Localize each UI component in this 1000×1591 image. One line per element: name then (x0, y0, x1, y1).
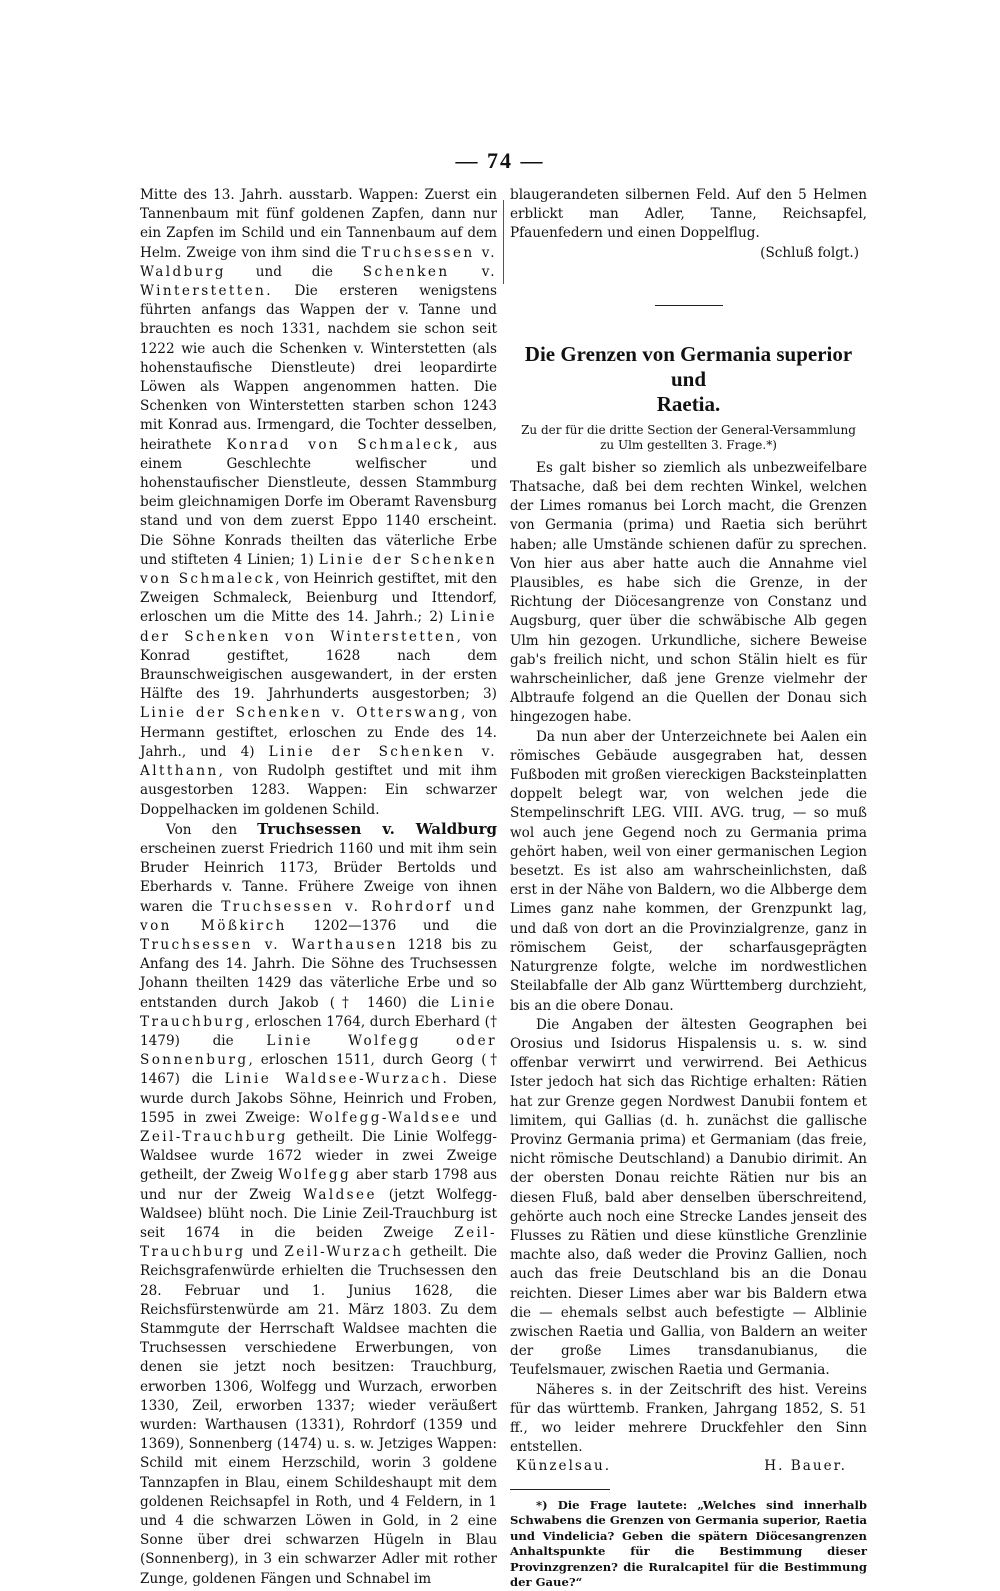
bold-heading-name: Truchsessen v. Waldburg (257, 819, 498, 838)
paragraph: blaugerandeten silbernen Feld. Auf den 5 Helmen erblickt man Adler, Tanne, Reichsapfel, Pfauenfedern und einen Doppelflug. (510, 187, 867, 242)
text-run: , von Rudolph gestiftet und mit ihm ausgestorben 1283. Wappen: Ein schwarzer Doppelhacken im goldenen Schild. (140, 763, 497, 818)
signature-line (510, 1457, 867, 1476)
text-run: , von Hermann gestiftet, erloschen zu Ende des 14. Jahrh., und 4) (140, 705, 497, 760)
spaced-name: Truchsessen v. Waldburg (140, 244, 497, 280)
left-column (140, 186, 497, 1589)
paragraph: Es galt bisher so ziemlich als unbezweifelbare Thatsache, daß bei dem rechten Winkel, welchen der Limes romanus bei Lorch macht, die Grenzen von Germania (prima) und Raetia sich berührt haben; alle Umstände schienen dafür zu sprechen. Von hier aus aber hatte auch die Annahme viel Plausibles, es habe sich die Grenze, in der Richtung der Diöcesangrenze von Constanz und Augsburg, quer über die schwäbische Alb gegen Ulm hin gezogen. Urkundliche, sichere Beweise gab's freilich nicht, und schon Stälin hielt es für wahrscheinlicher, daß jene Grenze vielmehr der Albtraufe folgend an die Quellen der Donau sich hingezogen habe. (510, 459, 867, 726)
to-be-continued-note: (Schluß folgt.) (760, 244, 859, 261)
spaced-name: Truchsessen v. Rohrdorf und von Mößkirch (140, 898, 497, 934)
text-run: 1202—1376 und die (286, 917, 497, 934)
article-title (510, 342, 867, 417)
text-run: . Diese wurde durch Jakobs Söhne, Heinrich und Froben, 1595 in zwei Zweige: (140, 1071, 497, 1126)
paragraph: Näheres s. in der Zeitschrift des hist. Vereins für das württemb. Franken, Jahrgang 1852, S. 51 ff., wo leider mehrere Druckfehler den Sinn entstellen. (510, 1381, 867, 1456)
paragraph: Da nun aber der Unterzeichnete bei Aalen ein römisches Gebäude ausgegraben hat, dessen Fußboden mit großen viereckigen Backsteinplatten doppelt belegt war, von welchen jede die Stempelinschrift LEG. VIII. AVG. trug, — so muß wol auch jene Gegend noch zu Germania prima gehört haben, weil von einer germanischen Legion besetzt. Es ist also am wahrscheinlichsten, daß erst in der Nähe von Baldern, wo die Albberge dem Limes ganz nahe kommen, der Grenzpunkt lag, und daß von dort an die Provinzialgrenze, ganz in römischem Geist, der scharfausgeprägten Naturgrenze folgte, welche im nordwestlichen Steilabfalle der Alb ganz Württemberg durchzieht, bis an die obere Donau. (510, 728, 867, 1014)
signature-place: Künzelsau. (516, 1458, 612, 1475)
text-run: , von Heinrich gestiftet, mit den Zweigen Schmaleck, Beienburg und Ittendorf, erloschen um die Mitte des 14. Jahrh.; 2) (140, 571, 497, 626)
spaced-name: Linie Trauchburg (140, 994, 497, 1030)
text-run: getheilt. Die Reichsgrafenwürde erhielten die Truchsessen den 28. Februar und 1. Junius 1628, die Reichsfürstenwürde am 21. März 1803. Zu dem Stammgute der Herrschaft Waldsee machten die Truchsessen verschiedene Erwerbungen, von denen sie jetzt noch besitzen: Trauchburg, erworben 1306, Wolfegg und Wurzach, erworben 1330, Zeil, erworben 1337; wieder veräußert wurden: Warthausen (1331), Rohrdorf (1359 und 1369), Sonnenberg (1474) u. s. w. Jetziges Wappen: Schild mit einem Herzschild, worin 3 goldene Tannzapfen in Blau, einem Schildeshaupt mit dem goldenen Reichsapfel in Roth, und 4 Feldern, in 1 und 4 die schwarzen Löwen in Gold, in 2 eine Sonne über drei schwarzen Hügeln in Blau (Sonnenberg), in 3 ein schwarzer Adler mit rother Zunge, goldenen Fängen und Schnabel im (140, 1244, 498, 1587)
title-part: und (670, 366, 707, 391)
spaced-name: Linie der Schenken v. Otterswang (140, 705, 462, 722)
article-subtitle: Zu der für die dritte Section der General-Versammlung zu Ulm gestellten 3. Frage.*) (521, 422, 856, 452)
text-run: und (461, 1109, 497, 1126)
spaced-name: Waldsee (303, 1186, 377, 1203)
text-run: , erloschen 1764, durch Eberhard († 1479) die (140, 1013, 497, 1049)
text-run: , erloschen 1511, durch Georg († 1467) die (140, 1052, 497, 1088)
spaced-name: Truchsessen v. Warthausen (140, 936, 399, 953)
spaced-name: Linie Waldsee-Wurzach (224, 1071, 443, 1088)
title-part: Germania superior (674, 341, 853, 366)
text-run: 1218 bis zu Anfang des 14. Jahrh. Die Söhne des Truchsessen Johann theilten 1429 das väterliche Erbe und so entstanden durch Jakob († 1460) die (140, 936, 497, 1011)
signature-name: H. Bauer. (764, 1458, 847, 1475)
text-run: getheilt. Die Linie Wolfegg-Waldsee wurde 1672 wieder in zwei Zweige getheilt, der Zweig (140, 1128, 497, 1184)
spaced-name: Linie Wolfegg oder Sonnenburg (140, 1032, 497, 1069)
text-run: und (245, 1244, 285, 1261)
text-run: Mitte des 13. Jahrh. ausstarb. Wappen: Zuerst ein Tannenbaum mit fünf goldenen Zapfen, dann nur ein Zapfen im Schild und ein Tannenbaum auf dem Helm. Zweige von ihm sind die (140, 187, 497, 261)
paragraph (140, 820, 497, 1589)
spaced-name: Wolfegg (278, 1167, 352, 1184)
text-run: Von den (166, 821, 258, 838)
title-part: Raetia. (656, 391, 721, 416)
right-column (510, 186, 867, 1591)
paragraph: Die Angaben der ältesten Geographen bei Orosius und Isidorus Hispalensis u. s. w. sind offenbar verwirrt und verwirrend. Bei Aethicus Ister jedoch hat sich das Richtige erhalten: Rätien hat zur Grenze gegen Nordwest Danubii fontem et limitem, qui Gallias (d. h. zunächst die gallische Provinz Germania prima) et Germaniam (das freie, nicht römische Deutschland) a Danubio dirimit. An der obersten Donau reichte Rätien nur bis an diesen Fluß, bald aber denselben überschreitend, gehörte auch noch eine Strecke Landes jenseit des Flusses zu Rätien und diese künstliche Grenzlinie machte also, daß weder die Provinz Gallien, noch auch das freie Deutschland bis an die Donau reichten. Dieser Limes aber war bis Baldern etwa die — ehemals selbst auch befestigte — Alblinie zwischen Raetia und Gallia, von Baldern an weiter der große Limes transdanubianus, die Teufelsmauer, zwischen Raetia und Germania. (510, 1016, 867, 1379)
text-run: und die (225, 263, 363, 280)
footnote-rule (510, 1489, 610, 1490)
text-run: , aus einem Geschlechte welfischer und hohenstaufischer Dienstleute, dessen Stammburg beim gleichnamigen Dorfe im Oberamt Ravensburg stand und von dem zuerst Eppo 1140 erscheint. Die Söhne Konrads theilten das väterliche Erbe und stifteten 4 Linien; 1) (140, 436, 498, 568)
section-separator (655, 305, 723, 306)
column-divider (503, 200, 504, 284)
page-number: — 74 — (455, 148, 545, 173)
text-run: , von Konrad gestiftet, 1628 nach dem Braunschweigischen ausgewandert, in der ersten Hälfte des 19. Jahrhunderts ausgestorben; 3) (140, 628, 497, 703)
text-run: aber starb 1798 aus und nur der Zweig (140, 1167, 497, 1203)
spaced-name: Linie der Schenken von Schmaleck (140, 551, 497, 588)
spaced-name: Konrad von Schmaleck (226, 436, 454, 453)
spaced-name: Wolfegg-Waldsee (309, 1109, 462, 1126)
title-part: Die Grenzen von (524, 341, 675, 366)
spaced-name: Zeil-Trauchburg (140, 1128, 288, 1145)
paragraph (140, 186, 497, 820)
spaced-name: Linie der Schenken v. Altthann (140, 743, 497, 780)
text-run: Die ersteren wenigstens führten anfangs das Wappen der v. Tanne und brauchten es noch 1331, nachdem sie schon seit 1222 wie auch die Schenken v. Winterstetten (als hohenstaufische Dienstleute) drei leopardirte Löwen als Wappen angenommen hatten. Die Schenken von Winterstetten starben schon 1243 mit Konrad aus. Irmengard, die Tochter desselben, heirathete (140, 283, 497, 453)
spaced-name: Zeil-Trauchburg (140, 1224, 497, 1261)
footnote: *) Die Frage lautete: „Welches sind innerhalb Schwabens die Grenzen von Germania superior, Raetia und Vindelicia? Geben die spätern Diöcesangrenzen Anhaltspunkte für die Bestimmung dieser Provinzgrenzen? die Ruralcapitel für die Bestimmung der Gaue?“ (510, 1497, 867, 1590)
spaced-name: Linie der Schenken von Winterstetten (140, 609, 497, 645)
text-run: (jetzt Wolfegg-Waldsee) blüht noch. Die Linie Zeil-Trauchburg ist seit 1674 in die beiden Zweige (140, 1186, 497, 1241)
spaced-name: Schenken v. Winterstetten. (140, 263, 497, 300)
text-run: erscheinen zuerst Friedrich 1160 und mit ihm sein Bruder Heinrich 1173, Brüder Bertolds und Eberhards v. Tanne. Frühere Zweige von ihnen waren die (140, 840, 497, 915)
spaced-name: Zeil-Wurzach (284, 1244, 404, 1261)
